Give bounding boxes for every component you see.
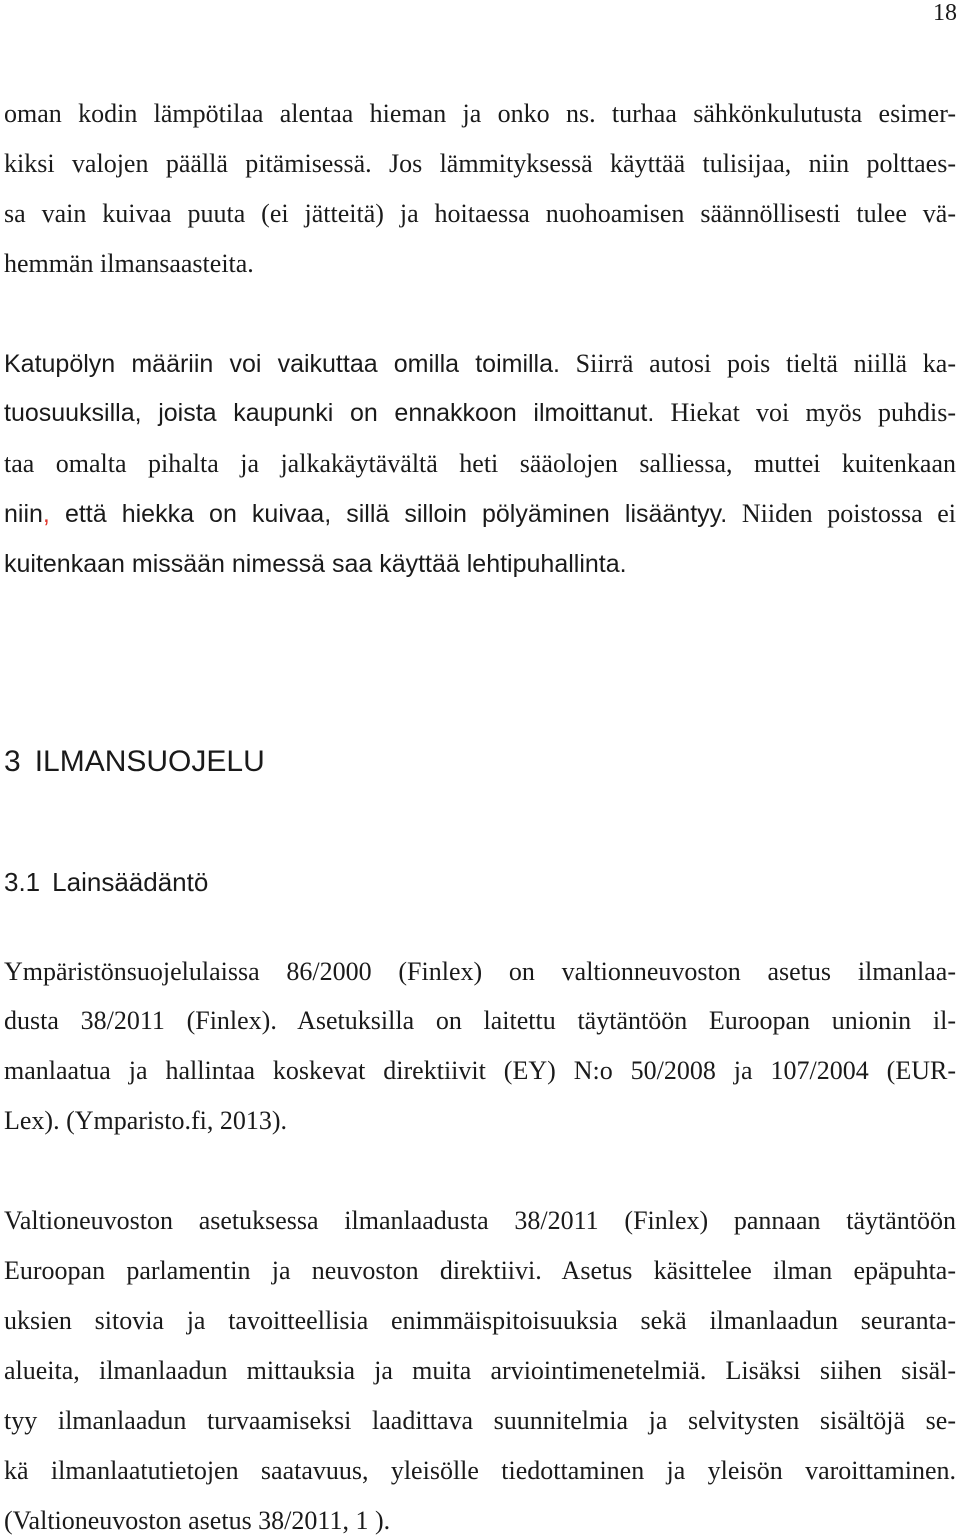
paragraph-2-line-1 bbox=[4, 347, 956, 381]
text-segment: niin bbox=[4, 500, 43, 528]
paragraph-3-line-3: manlaatua ja hallintaa koskevat direktiivit (EY) N:o 50/2008 ja 107/2004 (EUR- bbox=[4, 1056, 956, 1085]
subsection-title: Lainsäädäntö bbox=[52, 867, 209, 897]
section-number: 3 bbox=[4, 745, 21, 778]
text-segment: tuosuuksilla, joista kaupunki on ennakkoon ilmoittanut. bbox=[4, 399, 655, 427]
paragraph-1-line-3: sa vain kuivaa puuta (ei jätteitä) ja hoitaessa nuohoamisen säännöllisesti tulee vä- bbox=[4, 199, 956, 228]
paragraph-2-line-4 bbox=[4, 497, 956, 531]
highlighted-comma: , bbox=[42, 500, 50, 528]
paragraph-2-line-5 bbox=[4, 547, 956, 581]
paragraph-3-line-1: Ympäristönsuojelulaissa 86/2000 (Finlex) on valtionneuvoston asetus ilmanlaa- bbox=[4, 957, 956, 986]
paragraph-4-line-4: alueita, ilmanlaadun mittauksia ja muita arviointimenetelmiä. Lisäksi siihen sisäl- bbox=[4, 1356, 956, 1385]
text-segment: taa omalta pihalta ja jalkakäytävältä heti sääolojen salliessa, muttei kuitenkaan bbox=[4, 449, 956, 478]
text-segment: kuitenkaan missään nimessä saa käyttää lehtipuhallinta. bbox=[4, 550, 627, 578]
paragraph-4-line-5: tyy ilmanlaadun turvaamiseksi laadittava suunnitelmia ja selvitysten sisältöjä se- bbox=[4, 1406, 956, 1435]
paragraph-4-line-1: Valtioneuvoston asetuksessa ilmanlaadusta 38/2011 (Finlex) pannaan täytäntöön bbox=[4, 1206, 956, 1235]
text-segment: että hiekka on kuivaa, sillä silloin pölyäminen lisääntyy. bbox=[49, 500, 728, 528]
paragraph-4-line-6: kä ilmanlaatutietojen saatavuus, yleisölle tiedottaminen ja yleisön varoittaminen. bbox=[4, 1456, 956, 1485]
paragraph-1-line-1: oman kodin lämpötilaa alentaa hieman ja onko ns. turhaa sähkönkulutusta esimer- bbox=[4, 99, 956, 128]
paragraph-2-line-2 bbox=[4, 396, 956, 430]
text-segment: Siirrä autosi pois tieltä niillä ka- bbox=[559, 349, 956, 378]
paragraph-4-line-3: uksien sitovia ja tavoitteellisia enimmäispitoisuuksia sekä ilmanlaadun seuranta- bbox=[4, 1306, 956, 1335]
section-heading bbox=[4, 742, 265, 782]
paragraph-3-line-4: Lex). (Ymparisto.fi, 2013). bbox=[4, 1106, 288, 1135]
paragraph-4-line-2: Euroopan parlamentin ja neuvoston direktiivi. Asetus käsittelee ilman epäpuhta- bbox=[4, 1256, 956, 1285]
paragraph-2-line-3 bbox=[4, 447, 956, 481]
text-segment: Niiden poistossa ei bbox=[727, 499, 956, 528]
paragraph-1-line-4: hemmän ilmansaasteita. bbox=[4, 249, 254, 278]
paragraph-3-line-2: dusta 38/2011 (Finlex). Asetuksilla on laitettu täytäntöön Euroopan unionin il- bbox=[4, 1006, 956, 1035]
subsection-heading bbox=[4, 863, 208, 901]
paragraph-4-line-7: (Valtioneuvoston asetus 38/2011, 1 ). bbox=[4, 1506, 391, 1535]
page-number: 18 bbox=[933, 0, 957, 26]
section-title: ILMANSUOJELU bbox=[34, 745, 265, 778]
subsection-number: 3.1 bbox=[4, 867, 41, 897]
text-segment: Katupölyn määriin voi vaikuttaa omilla toimilla. bbox=[4, 350, 560, 378]
paragraph-1-line-2: kiksi valojen päällä pitämisessä. Jos lämmityksessä käyttää tulisijaa, niin polttaes- bbox=[4, 149, 956, 178]
text-segment: Hiekat voi myös puhdis- bbox=[654, 398, 956, 427]
